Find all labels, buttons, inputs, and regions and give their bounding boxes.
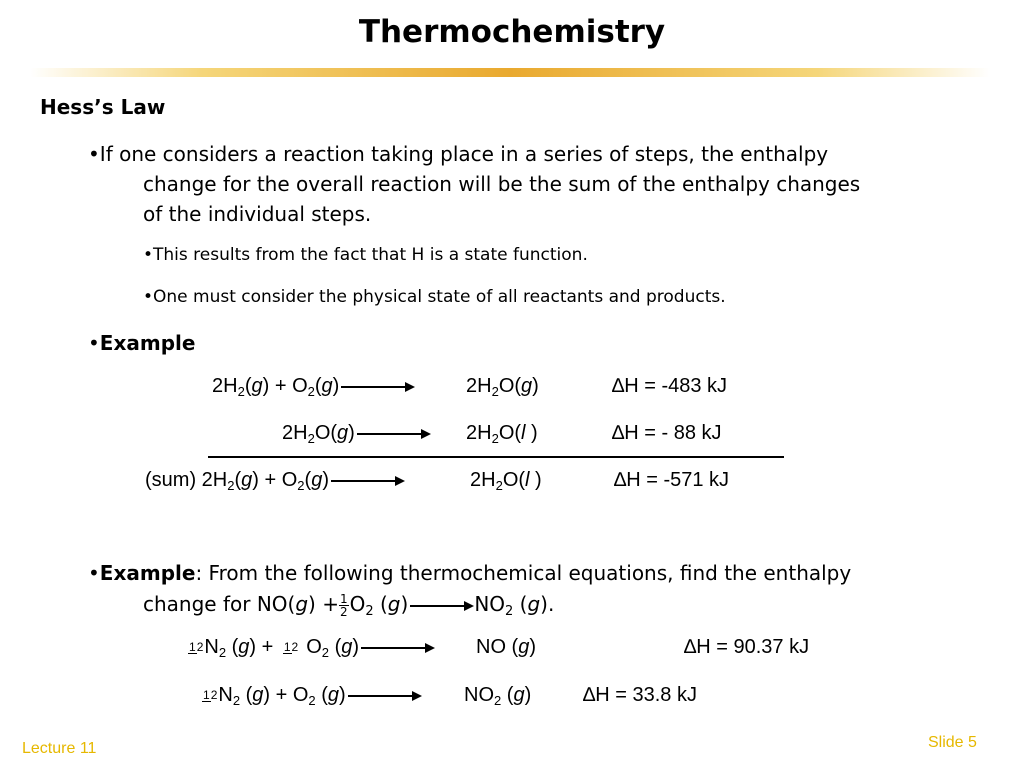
equation-sum-reaction: (sum) $2H_2(g) + O_2(g)$ [145,469,405,492]
equation-1-reaction: $2H_2(g) + O_2(g)$ [212,375,415,398]
title-underline [30,68,990,77]
section-heading: Hess’s Law [40,95,166,119]
equation-2-product: $2H_2O(l$ ) [466,422,538,446]
reaction-arrow-icon [348,695,420,697]
reaction-arrow-icon [361,647,433,649]
equation-4-enthalpy: ∆H = 90.37 kJ [684,636,810,658]
equation-4-reaction: $12N_2$ (g) + 12 $O_2$ (g) [188,636,435,659]
example-label: Example [99,331,196,355]
footer-lecture-label: Lecture 11 [22,740,97,757]
equation-5-enthalpy: ∆H = 33.8 kJ [583,684,697,706]
reaction-arrow-icon [331,480,403,482]
example-2-heading [88,558,851,588]
reaction-arrow-icon [410,605,472,607]
equation-sum-product: $2H_2O(l$ ) [470,469,542,493]
sub-bullet-state-function: •This results from the fact that H is a state function. [143,245,588,265]
equation-sum-enthalpy: ∆H = -571 kJ [614,469,730,491]
bullet-marker: • [88,561,100,585]
sum-divider-line [208,456,784,458]
example-1-heading [88,328,195,358]
equation-1-enthalpy: ∆H = -483 kJ [612,375,728,397]
equation-1-product: $2H_2O(g)$ [466,375,539,399]
equation-5-product: $NO_2$ (g) [464,684,532,708]
bullet-1-line-1: •If one considers a reaction taking place in a series of steps, the enthalpy [88,142,829,166]
example-2-text: : From the following thermochemical equations, find the enthalpy [195,561,852,585]
reaction-arrow-icon [341,386,413,388]
footer-slide-number: Slide 5 [928,734,977,751]
bullet-marker: • [88,331,100,355]
slide-title: Thermochemistry [358,14,666,50]
example-label: Example [99,561,196,585]
equation-4-product: NO (g) [476,636,537,658]
sub-bullet-physical-state: •One must consider the physical state of all reactants and products. [143,287,726,307]
bullet-1-line-2: change for the overall reaction will be the sum of the enthalpy changes [143,172,861,196]
equation-2-enthalpy: ∆H = - 88 kJ [612,422,722,444]
example-2-line-2: change for NO(g) + $\frac{1}{2}$ $O_2$ (g) $NO_2$ (g). [143,592,555,619]
bullet-1-line-3: of the individual steps. [143,202,372,226]
reaction-arrow-icon [357,433,429,435]
equation-5-reaction: $12N_2$ $(g) + O_2$ (g) [202,684,422,707]
sum-label: (sum) [145,469,197,491]
equation-2-reaction: $2H_2O(g)$ [282,422,431,445]
